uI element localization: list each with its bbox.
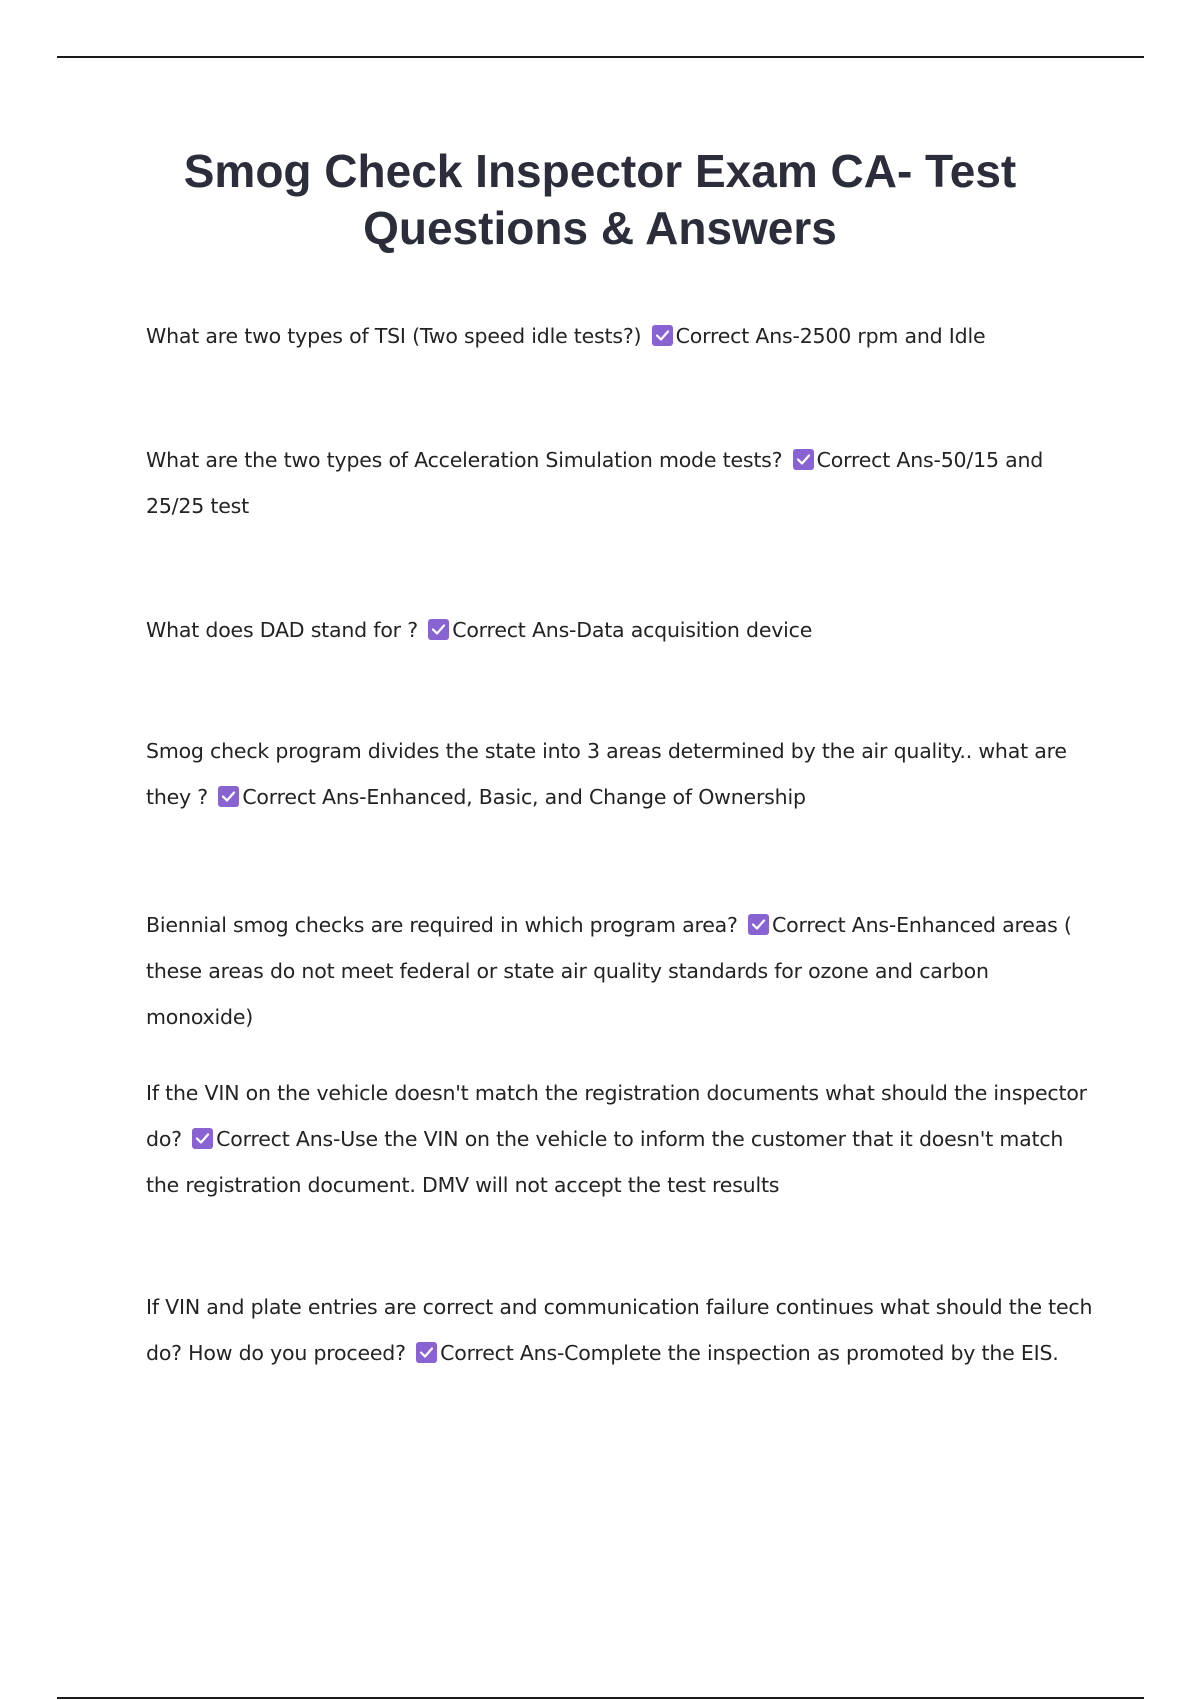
top-rule (57, 56, 1144, 58)
bottom-rule (57, 1697, 1144, 1699)
qa-item (146, 437, 1096, 529)
question-text: What does DAD stand for ? (146, 618, 418, 642)
answer-text: Correct Ans-2500 rpm and Idle (675, 324, 986, 348)
question-text: Biennial smog checks are required in which program area? (146, 913, 738, 937)
qa-item (146, 607, 1096, 653)
answer-text: Correct Ans-Enhanced areas ( these areas do not meet federal or state air quality standards for ozone and carbon monoxide) (146, 913, 1072, 1029)
qa-item (146, 313, 1096, 359)
checkbox-checked-icon (416, 1342, 437, 1363)
checkbox-checked-icon (428, 619, 449, 640)
qa-item (146, 1070, 1096, 1208)
question-text: If VIN and plate entries are correct and communication failure continues what should the tech do? How do you proceed? (146, 1295, 1093, 1365)
question-text: What are the two types of Acceleration Simulation mode tests? (146, 448, 783, 472)
qa-item (146, 728, 1096, 820)
question-text: What are two types of TSI (Two speed idle tests?) (146, 324, 642, 348)
answer-text: Correct Ans-Use the VIN on the vehicle to inform the customer that it doesn't match the registration document. DMV will not accept the test results (146, 1127, 1064, 1197)
page-title: Smog Check Inspector Exam CA- Test Questions & Answers (183, 145, 1017, 254)
qa-item (146, 1284, 1096, 1376)
answer-text: Correct Ans-50/15 and 25/25 test (146, 448, 1044, 518)
answer-text: Correct Ans-Data acquisition device (452, 618, 813, 642)
qa-item (146, 902, 1096, 1040)
checkbox-checked-icon (218, 786, 239, 807)
checkbox-checked-icon (793, 449, 814, 470)
question-text: Smog check program divides the state into 3 areas determined by the air quality.. what are they ? (146, 739, 1067, 809)
answer-text: Correct Ans-Complete the inspection as promoted by the EIS. (440, 1341, 1059, 1365)
answer-text: Correct Ans-Enhanced, Basic, and Change of Ownership (242, 785, 806, 809)
checkbox-checked-icon (652, 325, 673, 346)
question-text: If the VIN on the vehicle doesn't match the registration documents what should the inspector do? (146, 1081, 1087, 1151)
checkbox-checked-icon (192, 1128, 213, 1149)
checkbox-checked-icon (748, 914, 769, 935)
